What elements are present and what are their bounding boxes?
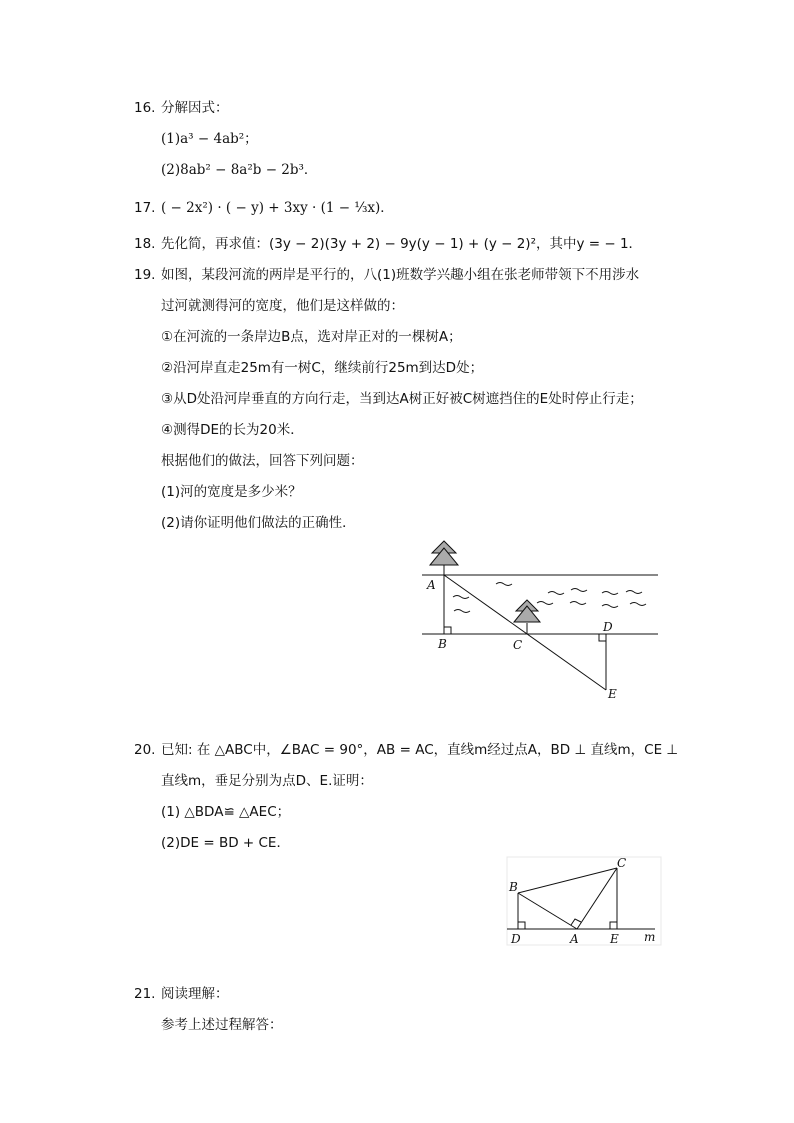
label-a: A [427, 578, 436, 592]
q19-step-1: ①在河流的一条岸边B点，选对岸正对的一棵树A； [161, 329, 462, 345]
q19-part-1: (1)河的宽度是多少米？ [161, 484, 302, 500]
q16-stem: 分解因式： [161, 100, 229, 116]
segment-ac [577, 868, 617, 929]
q18-text: 先化简，再求值：(3y − 2)(3y + 2) − 9y(y − 1) + (y − 2)²，其中y = − 1． [161, 236, 643, 252]
label-a-q20: A [570, 932, 579, 946]
q21-number: 21. [134, 986, 156, 1002]
label-c-q20: C [617, 856, 627, 870]
label-d: D [603, 620, 613, 634]
right-angle-e-q20 [610, 922, 617, 929]
label-e: E [608, 687, 617, 701]
label-b: B [438, 637, 447, 651]
label-e-q20: E [610, 932, 619, 946]
q20-part-1: (1) △BDA≌ △AEC； [161, 804, 291, 820]
q21-line-1: 阅读理解： [161, 986, 229, 1002]
q19-step-3: ③从D处沿河岸垂直的方向行走，当到达A树正好被C树遮挡住的E处时停止行走； [161, 391, 643, 407]
q19-step-4: ④测得DE的长为20米． [161, 422, 304, 438]
q16-part-2: (2)8ab² − 8a²b − 2b³． [161, 162, 318, 178]
q17-number: 17. [134, 200, 156, 216]
q19-line-2: 过河就测得河的宽度，他们是这样做的： [161, 298, 404, 314]
label-d-q20: D [511, 932, 521, 946]
q20-number: 20. [134, 742, 156, 758]
q18-number: 18. [134, 236, 156, 252]
segment-bc [518, 868, 617, 893]
q17-expression: ( − 2x²) · ( − y) + 3xy · (1 − ⅓x)． [161, 200, 394, 216]
q16-part-1: (1)a³ − 4ab²； [161, 131, 258, 147]
right-angle-a-q20 [571, 919, 581, 925]
q19-step-2: ②沿河岸直走25m有一树C，继续前行25m到达D处； [161, 360, 484, 376]
q19-number: 19. [134, 267, 156, 283]
label-m-q20: m [644, 930, 656, 944]
right-angle-d-q20 [518, 922, 525, 929]
q16-number: 16. [134, 100, 156, 116]
label-c: C [513, 638, 523, 652]
label-b-q20: B [509, 880, 518, 894]
q21-line-2: 参考上述过程解答： [161, 1017, 283, 1033]
q19-prompt: 根据他们的做法，回答下列问题： [161, 453, 364, 469]
q19-line-1: 如图，某段河流的两岸是平行的，八(1)班数学兴趣小组在张老师带领下不用涉水 [161, 267, 640, 283]
q20-line-1: 已知: 在 △ABC中，∠BAC = 90°，AB = AC，直线m经过点A，BD ⊥ 直线m，CE ⊥ [161, 742, 679, 758]
q20-part-2: (2)DE = BD + CE． [161, 835, 290, 851]
q20-line-2: 直线m，垂足分别为点D、E.证明： [161, 773, 373, 789]
q19-part-2: (2)请你证明他们做法的正确性． [161, 515, 356, 531]
q20-figure-frame [507, 857, 661, 945]
segment-ba [518, 893, 577, 929]
